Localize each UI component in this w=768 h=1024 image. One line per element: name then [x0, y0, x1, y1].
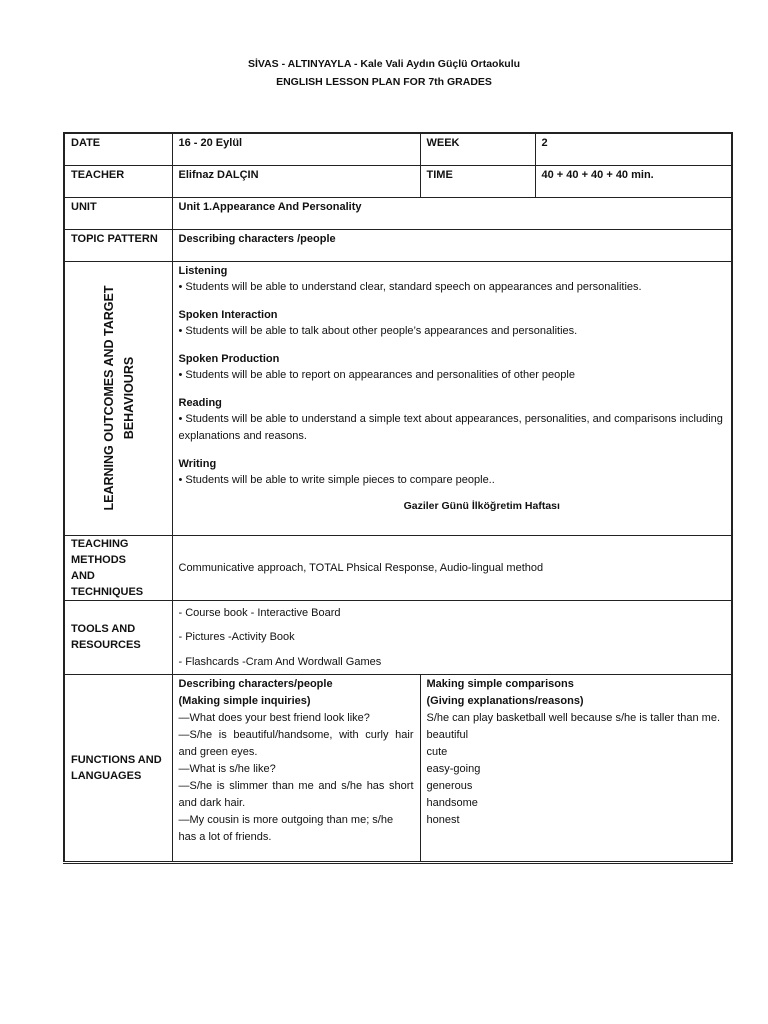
functions-left-subtitle: (Making simple inquiries) [178, 695, 311, 707]
vocab-item: beautiful [426, 729, 469, 741]
functions-label-line1: FUNCTIONS AND [71, 754, 162, 766]
outcomes-row [64, 261, 732, 535]
example-line: S/he can play basketball well because s/he is taller than me. [426, 712, 720, 724]
section-title: Listening [178, 264, 228, 277]
outcomes-label: LEARNING OUTCOMES AND TARGET BEHAVIOURS [101, 285, 136, 511]
teacher-label: TEACHER [64, 165, 172, 197]
plan-title: ENGLISH LESSON PLAN FOR 7th GRADES [276, 76, 492, 88]
methods-row [64, 535, 732, 600]
tools-label-line1: TOOLS AND [71, 623, 136, 636]
section-title: Spoken Production [178, 352, 280, 365]
tools-line: - Pictures -Activity Book [178, 631, 295, 643]
lesson-plan-table [63, 132, 733, 864]
teacher-value: Elifnaz DALÇIN [172, 165, 420, 197]
vocab-item: cute [426, 746, 448, 758]
functions-row [64, 675, 732, 863]
tools-label-line2: RESOURCES [71, 639, 141, 652]
tools-list [172, 600, 732, 675]
functions-left-title: Describing characters/people [178, 678, 333, 690]
unit-value: Unit 1.Appearance And Personality [172, 197, 732, 229]
functions-label [64, 675, 172, 863]
section-text: • Students will be able to report on appearances and personalities of other people [178, 368, 575, 381]
section-title: Spoken Interaction [178, 308, 278, 321]
example-line: —My cousin is more outgoing than me; s/he has a lot of friends. [178, 814, 394, 843]
functions-right-subtitle: (Giving explanations/reasons) [426, 695, 584, 707]
vocab-item: handsome [426, 797, 478, 809]
example-line: —S/he is slimmer than me and s/he has short and dark hair. [178, 780, 414, 809]
vocab-item: easy-going [426, 763, 481, 775]
school-name: SİVAS - ALTINYAYLA - Kale Vali Aydın Güçlü Ortaokulu [247, 58, 521, 70]
tools-line: - Course book - Interactive Board [178, 606, 341, 619]
functions-right-title: Making simple comparisons [426, 678, 574, 690]
functions-right [420, 675, 732, 863]
tools-label [64, 600, 172, 675]
methods-label-line1: TEACHING METHODS [71, 537, 129, 566]
tools-row [64, 600, 732, 675]
teacher-row [64, 165, 732, 197]
functions-left [172, 675, 420, 863]
unit-row [64, 197, 732, 229]
section-title: Writing [178, 457, 217, 470]
topic-value: Describing characters /people [172, 229, 732, 261]
date-value: 16 - 20 Eylül [172, 133, 420, 165]
vocab-item: generous [426, 780, 473, 792]
methods-value: Communicative approach, TOTAL Phsical Response, Audio-lingual method [172, 535, 732, 600]
unit-label: UNIT [64, 197, 172, 229]
time-label: TIME [420, 165, 535, 197]
functions-label-line2: LANGUAGES [71, 770, 142, 782]
outcomes-label-cell [64, 261, 172, 535]
example-line: —S/he is beautiful/handsome, with curly hair and green eyes. [178, 729, 414, 758]
section-text: • Students will be able to understand a simple text about appearances, personalities, and comparisons including explanations and reasons. [178, 412, 723, 442]
date-row [64, 133, 732, 165]
methods-label [64, 535, 172, 600]
section-text: • Students will be able to talk about other people’s appearances and personalities. [178, 324, 578, 337]
section-title: Reading [178, 396, 222, 409]
week-label: WEEK [420, 133, 535, 165]
example-line: —What does your best friend look like? [178, 712, 370, 724]
topic-label: TOPIC PATTERN [64, 229, 172, 261]
section-text: • Students will be able to write simple pieces to compare people.. [178, 473, 495, 486]
section-text: • Students will be able to understand clear, standard speech on appearances and personalities. [178, 280, 642, 293]
holiday-note: Gaziler Günü İlköğretim Haftası [403, 499, 560, 512]
topic-row [64, 229, 732, 261]
date-label: DATE [64, 133, 172, 165]
time-value: 40 + 40 + 40 + 40 min. [535, 165, 732, 197]
methods-label-line2: AND TECHNIQUES [71, 569, 144, 598]
outcomes-content [172, 261, 732, 535]
tools-line: - Flashcards -Cram And Wordwall Games [178, 655, 382, 668]
vocab-item: honest [426, 814, 460, 826]
example-line: —What is s/he like? [178, 763, 276, 775]
week-value: 2 [535, 133, 732, 165]
